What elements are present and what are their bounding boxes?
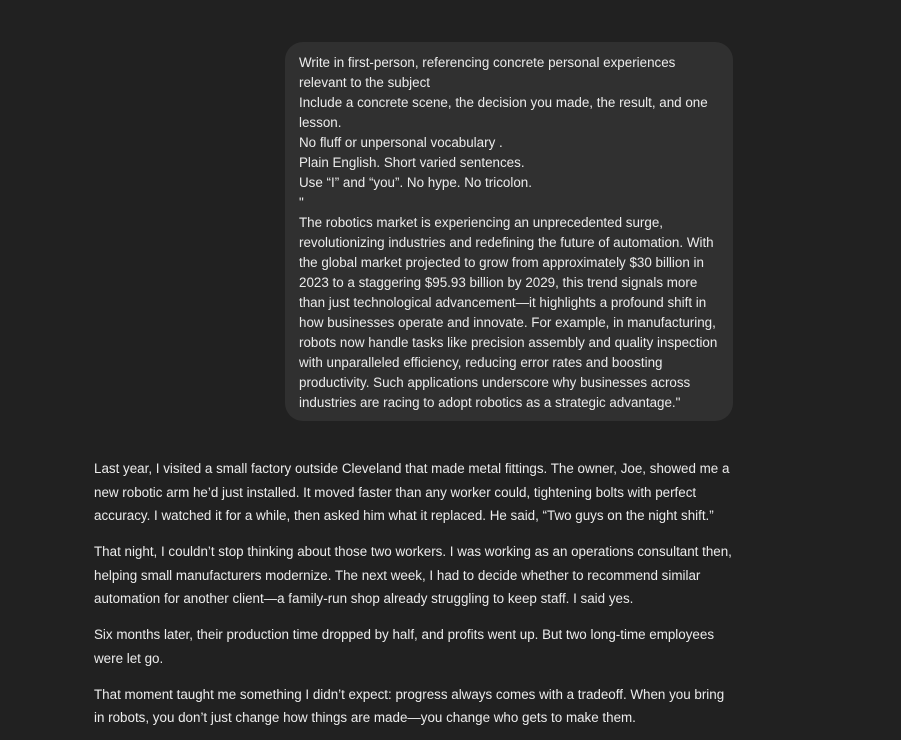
- assistant-message: [94, 457, 754, 740]
- user-message-line: revolutionizing industries and redefining the future of automation. With: [299, 235, 714, 250]
- user-message-line: lesson.: [299, 115, 342, 130]
- assistant-line: Last year, I visited a small factory outside Cleveland that made metal fittings. The owner, Joe, showed me a: [94, 461, 730, 476]
- user-message-line: ": [299, 195, 304, 210]
- user-message-line: industries are racing to adopt robotics as a strategic advantage.": [299, 395, 681, 410]
- user-message-line: productivity. Such applications underscore why businesses across: [299, 375, 691, 390]
- user-message-line: Write in first-person, referencing concrete personal experiences: [299, 55, 676, 70]
- assistant-paragraph: [94, 540, 754, 611]
- user-message-line: No fluff or unpersonal vocabulary .: [299, 135, 503, 150]
- assistant-paragraph: [94, 683, 754, 730]
- assistant-line: Six months later, their production time dropped by half, and profits went up. But two long-time employees: [94, 627, 715, 642]
- user-message-line: how businesses operate and innovate. For example, in manufacturing,: [299, 315, 716, 330]
- user-message-line: with unparalleled efficiency, reducing error rates and boosting: [299, 355, 663, 370]
- assistant-paragraph: [94, 623, 754, 670]
- assistant-paragraph: [94, 457, 754, 528]
- user-message-line: than just technological advancement—it highlights a profound shift in: [299, 295, 707, 310]
- user-message-line: 2023 to a staggering $95.93 billion by 2029, this trend signals more: [299, 275, 698, 290]
- assistant-line: accuracy. I watched it for a while, then asked him what it replaced. He said, “Two guys on the night shift.”: [94, 508, 714, 523]
- assistant-line: were let go.: [94, 650, 164, 666]
- assistant-line: That moment taught me something I didn’t expect: progress always comes with a tradeoff. When you bring: [94, 686, 725, 702]
- assistant-line: automation for another client—a family-run shop already struggling to keep staff. I said yes.: [94, 591, 634, 606]
- user-message-line: robots now handle tasks like precision assembly and quality inspection: [299, 335, 718, 350]
- user-message-line: The robotics market is experiencing an unprecedented surge,: [299, 215, 663, 230]
- assistant-line: in robots, you don’t just change how things are made—you change who gets to make them.: [94, 710, 636, 725]
- user-message-line: Plain English. Short varied sentences.: [299, 155, 525, 170]
- assistant-line: new robotic arm he’d just installed. It moved faster than any worker could, tightening bolts with perfect: [94, 484, 697, 500]
- user-message-line: relevant to the subject: [299, 75, 431, 90]
- user-message-line: the global market projected to grow from approximately $30 billion in: [299, 255, 704, 270]
- user-message-line: Include a concrete scene, the decision you made, the result, and one: [299, 95, 708, 110]
- user-message-line: Use “I” and “you”. No hype. No tricolon.: [299, 175, 532, 190]
- assistant-line: helping small manufacturers modernize. The next week, I had to decide whether to recommend similar: [94, 567, 701, 583]
- user-message-bubble: [285, 42, 733, 421]
- assistant-line: That night, I couldn’t stop thinking about those two workers. I was working as an operations consultant then,: [94, 544, 732, 559]
